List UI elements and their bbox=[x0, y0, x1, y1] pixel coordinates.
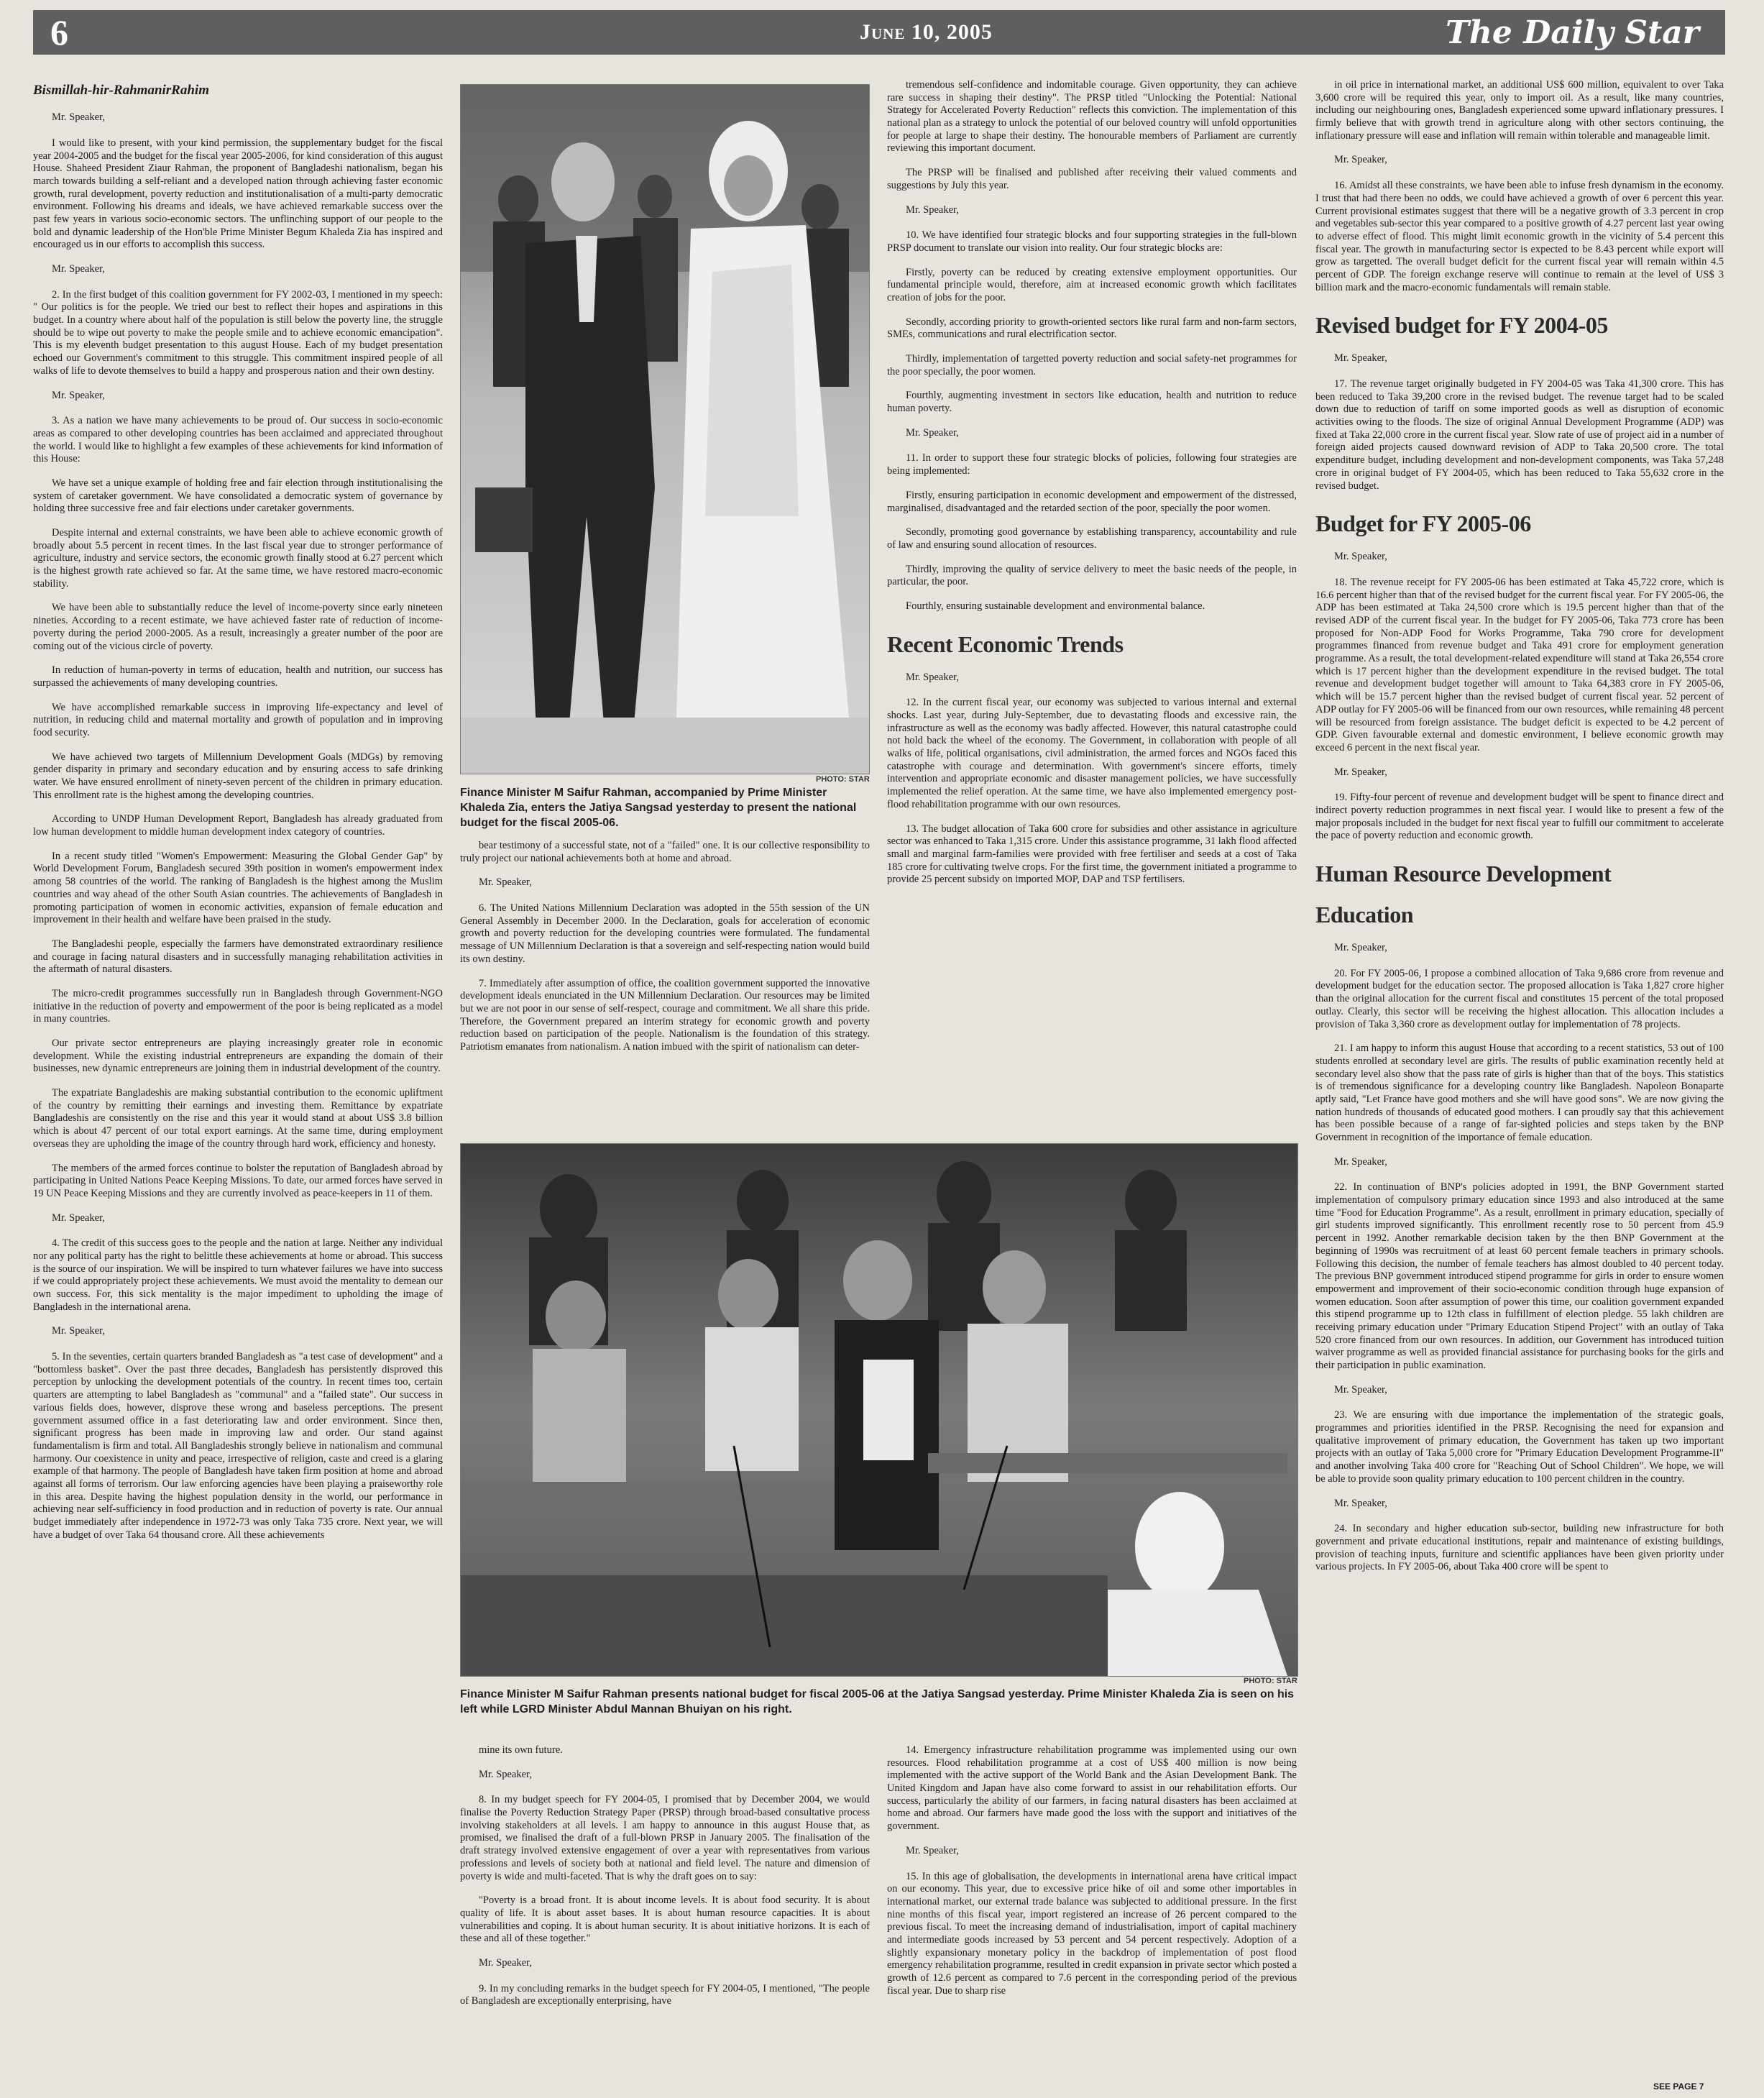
newspaper-logo: The Daily Star bbox=[1446, 14, 1699, 51]
article-paragraph: mine its own future. bbox=[479, 1744, 563, 1756]
article-paragraph: Mr. Speaker, bbox=[479, 1768, 532, 1780]
article-paragraph: 12. In the current fiscal year, our economy was subjected to various internal and external shocks. Last year, during July-September, due to devastating floods and excessive rain, the infrastructure as well as the economy was badly affected. However, this natural catastrophe could not hold back the wheel of the economy. The Government, in collaboration with people of all walks of life, political organisations, civil administration, the armed forces and NGOs faced this catastrophe with courage and determination. With government's sincere efforts, timely intervention and appropriate economic and disaster management policies, we have successfully implemented the relief operation. At the same time, we have also implemented emergency post-flood rehabilitation programme with our own resources. bbox=[887, 697, 1297, 810]
section-heading-recent-trends: Recent Economic Trends bbox=[887, 631, 1124, 657]
photo-budget-presentation bbox=[460, 1143, 1298, 1677]
article-paragraph: Secondly, promoting good governance by establishing transparency, accountability and rule of law and ensuring sound allocation of resources. bbox=[887, 526, 1297, 551]
section-heading-budget-2005-06: Budget for FY 2005-06 bbox=[1315, 510, 1531, 537]
article-paragraph: The expatriate Bangladeshis are making substantial contribution to the economic upliftment of the country by remitting their earnings and investing them. Remittance by expatriate Bangladeshis are consistently on the rise and this year it would stand at about US$ 3.8 billion which is about 47 percent of our total export earnings. At the same time, during employment overseas they are upholding the image of the country through hard work, efficiency and honesty. bbox=[33, 1087, 443, 1150]
article-paragraph: 19. Fifty-four percent of revenue and development budget will be spent to finance direct and indirect poverty reduction programmes in next fiscal year. I would like to present a few of the major proposals included in the budget for next fiscal year to fulfill our commitment to accelerate the pace of poverty reduction and economic growth. bbox=[1315, 792, 1724, 842]
article-paragraph: Our private sector entrepreneurs are playing increasingly greater role in economic development. While the existing industrial entrepreneurs are expanding the domain of their businesses, new dynamic entrepreneurs are joining them in industrial development of the country. bbox=[33, 1037, 443, 1075]
article-paragraph: 4. The credit of this success goes to the people and the nation at large. Neither any individual nor any political party has the right to belittle these achievements at home or abroad. This success is the source of our inspiration. We will be inspired to turn whatever failures we have into success if we could appropriately project these achievements. We must avoid the mentality to demean our own success. For, this sick mentality is the major impediment to upholding the image of Bangladesh in the international arena. bbox=[33, 1237, 443, 1313]
opening-invocation: Bismillah-hir-RahmanirRahim bbox=[33, 83, 209, 98]
article-paragraph: 14. Emergency infrastructure rehabilitation programme was implemented using our own resources. Flood rehabilitation programme at a cost of US$ 400 million is now being implemented with the active support of the World Bank and the Asian Development Bank. The United Kingdom and Japan have also come forward to assist in our rehabilitation efforts. Our success, particularly the ability of our farmers, in facing natural disasters has been acclaimed at home and abroad. Our farmers have made good the loss with the support and initiatives of the government. bbox=[887, 1744, 1297, 1833]
continued-notice: SEE PAGE 7 bbox=[1653, 2081, 1704, 2092]
article-paragraph: Firstly, poverty can be reduced by creating extensive employment opportunities. Our fundamental principle would, therefore, aim at increased economic growth which facilitates creation of jobs for the poor. bbox=[887, 266, 1297, 303]
article-paragraph: The members of the armed forces continue to bolster the reputation of Bangladesh abroad by participating in United Nations Peace Keeping Missions. To date, our armed forces have served in 19 UN Peace Keeping Missions and they are currently involved as peace-keepers in 11 of them. bbox=[33, 1162, 443, 1199]
column-4-paragraphs bbox=[1315, 79, 1724, 294]
article-paragraph: We have been able to substantially reduce the level of income-poverty since early nineteen nineties. According to a recent estimate, we have achieved faster rate of reduction of income-poverty during the period 2000-2005. As a result, increasingly a greater number of the poor are coming out of the vicious circle of poverty. bbox=[33, 602, 443, 652]
section-heading-education: Education bbox=[1315, 902, 1413, 928]
article-paragraph: We have achieved two targets of Millennium Development Goals (MDGs) by removing gender disparity in primary and secondary education and by ensuring access to safe drinking water. We have ensured enrollment of ninety-seven percent of the children in primary education. This enrollment rate is the highest among the developing countries. bbox=[33, 751, 443, 801]
photo-caption-top: Finance Minister M Saifur Rahman, accompanied by Prime Minister Khaleda Zia, enters the Jatiya Sangsad yesterday to present the national budget for the fiscal 2005-06. bbox=[460, 787, 857, 829]
article-column-2-lower bbox=[460, 1744, 870, 2089]
article-paragraph: 23. We are ensuring with due importance the implementation of the strategic goals, programmes and priorities identified in the PRSP. Recognising the need for expansion and qualitative improvement of primary education, the Government has taken up two important projects with an outlay of Taka 5,000 crore for "Primary Education Development Programme-II" and another involving Taka 400 crore for "Reaching Out of School Children". We hope, we will be able to provide soon quality primary education to 100 percent children in the country. bbox=[1315, 1409, 1724, 1485]
article-paragraph: I would like to present, with your kind permission, the supplementary budget for the fiscal year 2004-2005 and the budget for the fiscal year 2005-2006, for kind consideration of this august House. Shaheed President Ziaur Rahman, the proponent of Bangladeshi nationalism, began his march towards building a self-reliant and a developed nation through achieving faster economic growth, rural development, poverty reduction and institutionalisation of a multi-party democratic environment. Following his dreams and ideals, we have achieved remarkable success over the past few years in various socio-economic sectors. The unflinching support of our people to the bold and dynamic leadership of the Hon'ble Prime Minister Begum Khaleda Zia has inspired and encouraged us in our efforts to accomplish this success. bbox=[33, 137, 443, 251]
article-paragraph: 13. The budget allocation of Taka 600 crore for subsidies and other assistance in agriculture sector was enhanced to Taka 1,315 crore. Under this assistance programme, 31 lakh flood affected small and marginal farm-families were provided with free fertiliser and seeds at a cost of Taka 185 crore for cultivating twelve crops. For the first time, the government initiated a programme to provide 25 percent subsidy on imported MOP, DAP and TSP fertilisers. bbox=[887, 823, 1297, 886]
article-paragraph: Mr. Speaker, bbox=[479, 1956, 532, 1969]
article-paragraph: Mr. Speaker, bbox=[906, 203, 959, 216]
article-column-3-lower bbox=[887, 1744, 1297, 2089]
article-paragraph: Mr. Speaker, bbox=[1334, 1155, 1387, 1168]
article-paragraph: Despite internal and external constraints, we have been able to achieve economic growth of broadly about 5.5 percent in recent times. In the last fiscal year due to stronger performance of agriculture, industry and service sectors, the economic growth finally stood at 6.27 percent which is the highest growth rate achieved so far. At the same time, we have restored macro-economic stability. bbox=[33, 527, 443, 590]
article-paragraph: Thirdly, improving the quality of service delivery to meet the basic needs of the people, in particular, the poor. bbox=[887, 563, 1297, 588]
article-paragraph: Mr. Speaker, bbox=[1334, 766, 1387, 778]
column-3-paragraphs bbox=[887, 79, 1297, 613]
column-4-paragraphs-3 bbox=[1315, 551, 1724, 843]
article-paragraph: "Poverty is a broad front. It is about income levels. It is about food security. It is about quality of life. It is about asset bases. It is about human resource capacities. It is about vulnerabilities and coping. It is about human security. It is about initiative horizons. It is each of these and all of these together." bbox=[460, 1895, 870, 1945]
article-paragraph: Mr. Speaker, bbox=[1334, 942, 1387, 954]
column-1-paragraphs bbox=[33, 111, 443, 1542]
article-paragraph: 9. In my concluding remarks in the budget speech for FY 2004-05, I mentioned, "The people of Bangladesh are exceptionally enterprising, have bbox=[460, 1982, 870, 2007]
article-column-2 bbox=[460, 840, 870, 1140]
article-paragraph: Mr. Speaker, bbox=[1334, 352, 1387, 365]
article-paragraph: 10. We have identified four strategic blocks and four supporting strategies in the full-blown PRSP document to translate our vision into reality. Our four strategic blocks are: bbox=[887, 229, 1297, 254]
article-column-4 bbox=[1315, 79, 1724, 2078]
article-paragraph: 7. Immediately after assumption of office, the coalition government supported the innovative development ideals enunciated in the UN Millennium Declaration. Our resources may be limited but we are not poor in our sense of self-respect, courage and commitment. We all share this pride. Therefore, the Government prepared an interim strategy for economic growth and poverty reduction based on participation of the people. Nationalism is the foundation of this strategy. Patriotism emanates from nationalism. A nation imbued with the spirit of nationalism can deter- bbox=[460, 977, 870, 1053]
section-heading-revised-budget: Revised budget for FY 2004-05 bbox=[1315, 312, 1608, 339]
article-paragraph: 21. I am happy to inform this august House that according to a recent statistics, 53 out of 100 students enrolled at secondary level are girls. The results of public examination recently held at secondary level also show that the pass rate of girls is higher than that of the boys. This statistics is of tremendous significance for a developing country like Bangladesh. Napoleon Bonaparte aptly said, "Let France have good mothers and she will have good sons". We are now giving the nation hundreds of thousands of educated good mothers. I can proudly say that this achievement has been possible because of a range of far-sighted policies and steps taken by the BNP Government in recognition of the importance of female education. bbox=[1315, 1043, 1724, 1143]
article-paragraph: 8. In my budget speech for FY 2004-05, I promised that by December 2004, we would finalise the Poverty Reduction Strategy Paper (PRSP) through broad-based consultative process involving stakeholders at all levels. I am happy to announce in this august House that, as promised, we finalised the draft of a full-blown PRSP in January 2005. The finalisation of the draft strategy involved extensive engagement of over a year with representatives from various professions and levels of society both at national and field level. The nature and dimension of poverty is wide and multi-faceted. That is why the draft goes on to say: bbox=[460, 1794, 870, 1882]
article-paragraph: Mr. Speaker, bbox=[52, 263, 105, 275]
article-paragraph: 24. In secondary and higher education sub-sector, building new infrastructure for both government and private educational institutions, repair and maintenance of existing buildings, provision of teaching inputs, furniture and scientific appliances have been given priority under various projects. In FY 2005-06, about Taka 400 crore will be spent to bbox=[1315, 1523, 1724, 1573]
article-paragraph: Secondly, according priority to growth-oriented sectors like rural farm and non-farm sectors, SMEs, communications and rural electrification sector. bbox=[887, 316, 1297, 341]
article-paragraph: According to UNDP Human Development Report, Bangladesh has already graduated from low human development to middle human development index category of countries. bbox=[33, 813, 443, 838]
article-paragraph: Mr. Speaker, bbox=[1334, 1497, 1387, 1509]
column-2-lower-paragraphs bbox=[460, 1744, 870, 2008]
article-paragraph: 3. As a nation we have many achievements to be proud of. Our success in socio-economic areas as compared to other developing countries has been acclaimed and appreciated throughout the world. I would like to highlight a few examples of these achievements for kind information of this House: bbox=[33, 415, 443, 465]
article-paragraph: 22. In continuation of BNP's policies adopted in 1991, the BNP Government started implementation of compulsory primary education since 1993 and also introduced at the same time "Food for Education Programme". As a result, enrollment in primary education, specially of girl students improved significantly. This enrollment recently rose to 50 percent from 45.9 percent in 1992. Another remarkable decision taken by the then BNP Government at the beginning of 1990s was recruitment of at least 60 percent female teachers in primary schools. Following this decision, the number of female teachers has almost doubled to 40 percent today. The previous BNP government introduced stipend programme for girls in order to ensure women empowerment and improvement of their socio-economic condition through huge expansion of women education. Soon after assumption of power this time, our coalition government expanded this stipend programme up to 12th class in fulfillment of election pledge. 55 lakh children are receiving primary education under "Primary Education Stipend Project" with an outlay of Taka 520 crore financed from our own resources. In addition, our Government has introduced tuition waiver programme as well as provided financial assistance for purchasing books for the girls and their participation in public examination. bbox=[1315, 1181, 1724, 1371]
photo-ministers-entering bbox=[460, 84, 870, 774]
article-paragraph: 20. For FY 2005-06, I propose a combined allocation of Taka 9,686 crore from revenue and development budget for the education sector. The proposed allocation is Taka 1,827 crore higher than the original allocation for the current fiscal and constitutes 15 percent of the total proposed outlay. Clearly, this sector will be receiving the highest allocation. This allocation includes a provision of Taka 3,360 crore as development outlay for implementation of 78 projects. bbox=[1315, 967, 1724, 1030]
article-paragraph: Mr. Speaker, bbox=[906, 671, 959, 683]
article-paragraph: tremendous self-confidence and indomitable courage. Given opportunity, they can achieve rare success in shaping their destiny". The PRSP titled "Unlocking the Potential: National Strategy for Accelerated Poverty Reduction" reflects this conviction. The implementation of this national plan as a strategy to unlock the potential of our beloved country will unfold opportunities for people at large to shape their destiny. The honourable members of Parliament are currently reviewing this important document. bbox=[887, 79, 1297, 155]
article-paragraph: Mr. Speaker, bbox=[1334, 1383, 1387, 1396]
article-paragraph: Firstly, ensuring participation in economic development and empowerment of the distressed, marginalised, disadvantaged and the retarded section of the poor, specially the poor women. bbox=[887, 489, 1297, 514]
article-paragraph: Fourthly, ensuring sustainable development and environmental balance. bbox=[906, 600, 1205, 612]
article-paragraph: We have accomplished remarkable success in improving life-expectancy and level of nutrition, in reducing child and maternal mortality and growth of population and in improving food security. bbox=[33, 701, 443, 738]
article-paragraph: The Bangladeshi people, especially the farmers have demonstrated extraordinary resilience and courage in facing natural disasters and in successfully managing rehabilitation activities in the aftermath of natural disasters. bbox=[33, 938, 443, 976]
column-4-paragraphs-2 bbox=[1315, 352, 1724, 493]
article-paragraph: Mr. Speaker, bbox=[906, 1844, 959, 1856]
article-paragraph: Mr. Speaker, bbox=[1334, 551, 1387, 563]
article-paragraph: In reduction of human-poverty in terms of education, health and nutrition, our success has surpassed the achievements of many developing countries. bbox=[33, 664, 443, 689]
article-paragraph: 15. In this age of globalisation, the developments in international arena have critical impact on our economy. This year, due to excessive price hike of oil and some other importables in international market, our external trade balance was subjected to additional pressure. In the first nine months of this fiscal year, import registered an increase of 26 percent compared to the previous fiscal. To meet the increasing demand of industrialisation, import of capital machinery and intermediate goods increased by 53 percent and 54 percent respectively. Adoption of a slightly expansionary monetary policy in the backdrop of implementation of post flood emergency rehabilitation programme, resulted in credit expansion in private sector which posted a growth of 12.6 percent as compared to 7.6 percent in the corresponding period of the previous fiscal year. Due to sharp rise bbox=[887, 1870, 1297, 1997]
article-paragraph: Mr. Speaker, bbox=[1334, 154, 1387, 166]
article-paragraph: Mr. Speaker, bbox=[906, 426, 959, 439]
article-paragraph: In a recent study titled "Women's Empowerment: Measuring the Global Gender Gap" by World Development Forum, Bangladesh secured 39th position in women's empowerment index among 58 countries of the world. The ranking of Bangladesh is the highest among the Muslim countries and way ahead of the other South Asian countries. The achievements of Bangladesh in promoting participation of women in economic activities, expansion of female education and improvement in their health and welfare have been praised in the study. bbox=[33, 850, 443, 926]
column-3-paragraphs-2 bbox=[887, 672, 1297, 887]
article-column-3 bbox=[887, 79, 1297, 1140]
photo-caption-bottom: Finance Minister M Saifur Rahman presents national budget for fiscal 2005-06 at the Jatiya Sangsad yesterday. Prime Minister Khaleda Zia is seen on his left while LGRD Minister Abdul Mannan Bhuiyan on his right. bbox=[460, 1688, 1295, 1715]
article-paragraph: bear testimony of a successful state, not of a "failed" one. It is our collective responsibility to truly project our national achievements both at home and abroad. bbox=[460, 840, 870, 864]
article-paragraph: Mr. Speaker, bbox=[52, 1325, 105, 1337]
photo-image bbox=[461, 85, 869, 774]
article-paragraph: 16. Amidst all these constraints, we have been able to infuse fresh dynamism in the economy. I trust that had there been no odds, we could have achieved a growth of over 6 percent this year. Current provisional estimates suggest that there will be a negative growth of 3.3 percent in crop and vegetables sub-sector this year compared to a positive growth of 4.27 percent last year owing to adverse effect of flood. This might limit economic growth in the vicinity of 5.4 percent this fiscal year. The growth in manufacturing sector is expected to be 8.43 percent while export will grow as targetted. The overall budget deficit for the current fiscal year will remain within 4.5 percent of GDP. The foreign exchange reserve will continue to remain at the level of US$ 3 billion mark and the macro-economic fundamentals will remain stable. bbox=[1315, 180, 1724, 293]
article-paragraph: Fourthly, augmenting investment in sectors like education, health and nutrition to reduce human poverty. bbox=[887, 390, 1297, 415]
article-paragraph: Thirdly, implementation of targetted poverty reduction and social safety-net programmes for the poor specially, the poor women. bbox=[887, 353, 1297, 377]
article-paragraph: Mr. Speaker, bbox=[479, 876, 532, 889]
article-paragraph: Mr. Speaker, bbox=[52, 1211, 105, 1224]
issue-date: June 10, 2005 bbox=[860, 20, 993, 44]
article-paragraph: Mr. Speaker, bbox=[52, 389, 105, 401]
article-paragraph: 5. In the seventies, certain quarters branded Bangladesh as "a test case of development" and a "bottomless basket". Over the past three decades, Bangladesh has persistently disproved this perception by unlocking the development potentials of the country. In recent times too, certain quarters are attempting to label Bangladesh as "communal" and a "failed state". Our success in various fields does, however, disprove these wrong and baseless perceptions. The present government assumed office in a fast deteriorating law and order environment. Since then, significant progress has been made in improving law and order. Our stand against fundamentalism is firm and total. All Bangladeshis strongly believe in nationalism and communal harmony. Our coexistence in unity and peace, irrespective of religion, caste and creed is a glaring example of that harmony. The people of Bangladesh have taken firm position at home and abroad against all forms of terrorism. Our law enforcing agencies have been playing a praiseworthy role in this area. Despite having the highest population density in the world, our performance in achieving near self-sufficiency in food production and in reduction of poverty is rate. Our annual budget immediately after independence in 1972-73 was only Taka 735 crore. Next year, we will have a budget of over Taka 64 thousand crore. All these achievements bbox=[33, 1351, 443, 1541]
article-paragraph: 17. The revenue target originally budgeted in FY 2004-05 was Taka 41,300 crore. This has been reduced to Taka 39,200 crore in the revised budget. The revenue target had to be scaled down due to reduction of tariff on some imported goods as well as disruption of economic activities owing to the floods. The size of original Annual Development Programme (ADP) was fixed at Taka 22,000 crore in the current fiscal year. Slow rate of use of project aid in a number of foreign aided projects caused downward revision of ADP to Taka 20,500 crore. The total expenditure budget, including development and non-development components, was Taka 57,248 crore in original budget of FY 2004-05, which has been reduced to Taka 55,632 crore in the revised budget. bbox=[1315, 378, 1724, 492]
article-paragraph: Mr. Speaker, bbox=[52, 111, 105, 124]
photo-credit-top: PHOTO: STAR bbox=[816, 775, 870, 784]
section-heading-human-resource: Human Resource Development bbox=[1315, 861, 1612, 887]
article-column-1 bbox=[33, 79, 443, 2092]
article-paragraph: 18. The revenue receipt for FY 2005-06 has been estimated at Taka 45,722 crore, which is 16.6 percent higher than that of the revised budget for the current fiscal year. For FY 2005-06, the ADP has been estimated at Taka 24,500 crore which is 19.5 percent higher than that of the revised ADP of the current fiscal year. In the budget for FY 2005-06, Taka 773 crore has been proposed for Non-ADP Food for Works Programme, Taka 790 crore for development programmes financed from revenue budget and Taka 491 crore for employment generation programme. As a result, the total development-related expenditure will stand at Taka 26,554 crore which is 17 percent higher than the development expenditure in the revised budget. The total revenue and development budget together will amount to Taka 64,383 crore in FY 2005-06, which will be 15.7 percent higher than the revised budget of current fiscal year. 52 percent of ADP outlay for FY 2005-06 will be financed from our own resources, while remaining 48 percent will be resourced from foreign assistance. The budget deficit is expected to be 4.2 percent of GDP. Given favourable external and domestic environment, I believe economic growth may exceed 6 percent in the next fiscal year. bbox=[1315, 576, 1724, 753]
column-4-paragraphs-4 bbox=[1315, 942, 1724, 1574]
article-paragraph: The PRSP will be finalised and published after receiving their valued comments and suggestions by July this year. bbox=[887, 167, 1297, 191]
article-paragraph: We have set a unique example of holding free and fair election through institutionalising the system of caretaker government. We have consolidated a democratic system of governance by holding three successive free and fair elections under caretaker governments. bbox=[33, 477, 443, 515]
article-paragraph: The micro-credit programmes successfully run in Bangladesh through Government-NGO initiative in the reduction of poverty and empowerment of the poor is being replicated as a model in many countries. bbox=[33, 987, 443, 1025]
article-paragraph: in oil price in international market, an additional US$ 600 million, equivalent to over Taka 3,600 crore will be required this year, only to import oil. As a result, like many countries, including our neighbouring ones, Bangladesh experienced some upward inflationary pressures. I firmly believe that with growth trend in agriculture along with other sectors continuing, the inflationary pressure will ease and inflation will remain within tolerable and manageable limit. bbox=[1315, 79, 1724, 142]
column-3-lower-paragraphs bbox=[887, 1744, 1297, 1997]
photo-credit-bottom: PHOTO: STAR bbox=[1244, 1677, 1297, 1685]
article-paragraph: 11. In order to support these four strategic blocks of policies, following four strategies are being implemented: bbox=[887, 452, 1297, 477]
article-paragraph: 2. In the first budget of this coalition government for FY 2002-03, I mentioned in my speech: " Our politics is for the people. We tried our best to reflect their hopes and aspirations in this budget. In a country where about half of the population is still below the poverty line, the struggle should be to wipe out poverty to make the people smile and to achieve economic emancipation". This is my eleventh budget presentation to this august House. Each of my budget presentation echoed our Government's commitment to this struggle. This commitment inspired people of all walks of life to devote themselves to build a happy and prosperous nation and their own destiny. bbox=[33, 288, 443, 377]
column-2-paragraphs bbox=[460, 840, 870, 1054]
page-header bbox=[33, 10, 1725, 55]
photo-image-parliament bbox=[461, 1144, 1297, 1676]
article-paragraph: 6. The United Nations Millennium Declaration was adopted in the 55th session of the UN General Assembly in December 2000. In the Declaration, goals for acceleration of economic growth and poverty reduction for the developing countries were formulated. The fundamental message of UN Millennium Declaration is that a sovereign and self-respecting nation would build its own destiny. bbox=[460, 902, 870, 965]
page-number: 6 bbox=[50, 12, 68, 52]
